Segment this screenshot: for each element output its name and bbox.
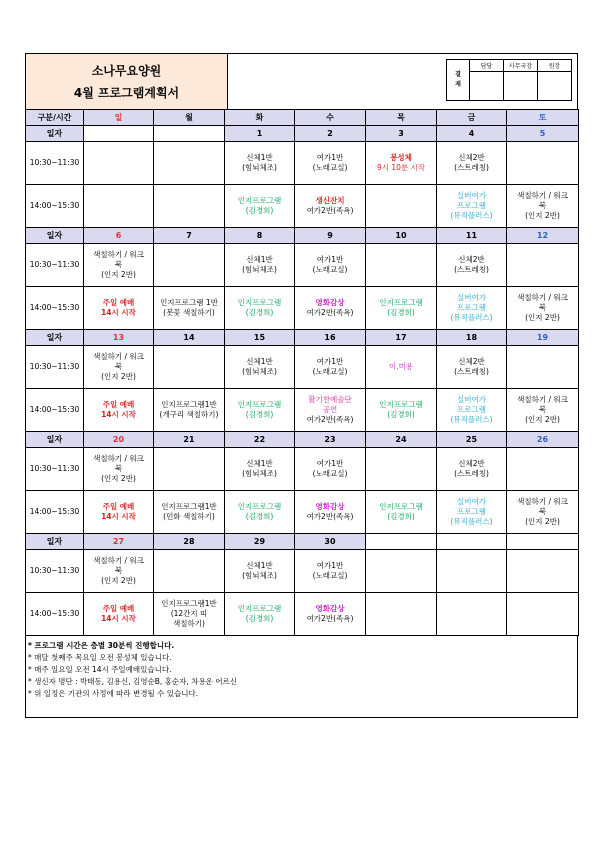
program-line: 인지프로그램 <box>237 298 282 307</box>
program-line: 인지프로그램 <box>379 298 423 307</box>
program-line: 인지프로그램 <box>237 400 282 409</box>
program-line: 신체1반 <box>246 153 273 162</box>
program-cell <box>84 185 154 228</box>
program-cell <box>507 550 579 593</box>
program-cell <box>507 142 579 185</box>
program-line: (개구리 색칠하기) <box>159 410 219 419</box>
program-line: 인지프로그램 <box>237 196 282 205</box>
program-line: (힘뇌체조) <box>242 571 277 580</box>
am-row <box>26 244 579 287</box>
date-cell: 11 <box>437 228 507 244</box>
date-cell: 6 <box>84 228 154 244</box>
program-cell <box>366 550 437 593</box>
date-cell: 19 <box>507 330 579 346</box>
program-cell <box>225 448 295 491</box>
program-line: (노래교실) <box>312 367 348 376</box>
date-cell: 28 <box>154 534 225 550</box>
program-line: 9시 10분 시작 <box>376 163 426 172</box>
program-line: 신체1반 <box>246 561 273 570</box>
program-line: 영화감상 <box>315 298 345 307</box>
program-cell <box>295 491 366 534</box>
program-line: (인지 2반) <box>525 517 560 526</box>
program-line: 주일 예배 <box>102 604 135 613</box>
program-line: (인지 2반) <box>101 474 136 483</box>
program-line: (김경희) <box>387 512 415 521</box>
program-line: (인지 2반) <box>101 576 136 585</box>
program-cell <box>225 142 295 185</box>
program-cell <box>366 142 437 185</box>
program-line: 신체1반 <box>246 255 273 264</box>
role-staff: 담당 <box>470 60 504 72</box>
note-item: * 생신자 명단 : 박태동, 김용신, 김영순B, 홍순자, 차용운 어르신 <box>28 677 238 686</box>
day-fri: 금 <box>437 110 507 126</box>
program-cell <box>437 550 507 593</box>
date-cell: 5 <box>507 126 579 142</box>
program-line: 북 <box>114 464 123 473</box>
program-cell <box>295 287 366 330</box>
date-row <box>26 432 579 448</box>
program-cell <box>84 550 154 593</box>
program-line: 색칠하기 / 워크 <box>93 556 144 565</box>
date-cell <box>154 126 225 142</box>
program-cell <box>225 491 295 534</box>
program-cell <box>84 142 154 185</box>
program-line: 이.미용 <box>388 362 414 371</box>
program-line: 14시 시작 <box>101 308 136 317</box>
date-cell: 24 <box>366 432 437 448</box>
program-cell <box>437 448 507 491</box>
pm-row <box>26 185 579 228</box>
program-line: 주일 예배 <box>102 502 135 511</box>
program-line: 공연 <box>322 405 338 414</box>
date-cell: 7 <box>154 228 225 244</box>
program-line: 여가2반(족욕) <box>306 415 354 424</box>
am-time-label: 10:30~11:30 <box>26 346 84 389</box>
program-cell <box>295 244 366 287</box>
program-line: 신체1반 <box>246 459 273 468</box>
program-cell <box>366 244 437 287</box>
date-row-label: 일자 <box>26 126 84 142</box>
program-line: (노래교실) <box>312 265 348 274</box>
program-cell <box>84 346 154 389</box>
program-line: 프로그램 <box>457 405 486 414</box>
program-cell <box>295 185 366 228</box>
program-line: 신체2반 <box>458 459 485 468</box>
title-box <box>26 54 228 109</box>
day-mon: 월 <box>154 110 225 126</box>
note-item: * 프로그램 시간은 층별 30분씩 진행합니다. <box>28 641 175 650</box>
program-cell <box>507 185 579 228</box>
program-line: (김경희) <box>245 308 274 317</box>
date-cell: 23 <box>295 432 366 448</box>
program-line: 프로그램 <box>457 201 486 210</box>
program-line: 봉성체 <box>390 153 412 162</box>
date-row-label: 일자 <box>26 432 84 448</box>
program-line: 인지프로그램 1반 <box>160 298 218 307</box>
program-line: 여가2반(족욕) <box>306 308 354 317</box>
pm-time-label: 14:00~15:30 <box>26 287 84 330</box>
header <box>25 53 578 109</box>
program-cell <box>225 244 295 287</box>
date-row <box>26 330 579 346</box>
date-cell: 13 <box>84 330 154 346</box>
program-line: (노래교실) <box>312 571 348 580</box>
date-row <box>26 228 579 244</box>
day-sun: 일 <box>84 110 154 126</box>
program-line: 영화감상 <box>315 502 345 511</box>
pm-row <box>26 491 579 534</box>
date-cell <box>84 126 154 142</box>
date-cell <box>366 534 437 550</box>
program-cell <box>366 491 437 534</box>
program-line: 여가2반(족욕) <box>306 614 354 623</box>
date-cell: 2 <box>295 126 366 142</box>
program-cell <box>154 287 225 330</box>
program-line: 영화감상 <box>315 604 345 613</box>
program-line: (김경희) <box>387 308 415 317</box>
program-cell <box>154 346 225 389</box>
program-line: 북 <box>538 507 547 516</box>
program-line: (김경희) <box>245 614 274 623</box>
program-cell <box>437 389 507 432</box>
role-head: 원장 <box>538 60 572 72</box>
program-cell <box>84 448 154 491</box>
program-cell <box>84 389 154 432</box>
am-time-label: 10:30~11:30 <box>26 550 84 593</box>
program-line: 인지프로그램1반 <box>161 400 217 409</box>
note-item: * 매달 첫째주 목요일 오전 봉성체 있습니다. <box>28 653 172 662</box>
date-cell: 17 <box>366 330 437 346</box>
program-line: (김경희) <box>245 512 274 521</box>
date-cell: 4 <box>437 126 507 142</box>
program-line: 색칠하기 / 워크 <box>517 293 568 302</box>
program-line: 실버여가 <box>457 497 486 506</box>
program-cell <box>225 550 295 593</box>
program-cell <box>295 142 366 185</box>
date-row <box>26 534 579 550</box>
program-line: 북 <box>538 405 547 414</box>
program-line: 여가1반 <box>316 357 344 366</box>
program-cell <box>154 491 225 534</box>
program-line: 프로그램 <box>457 303 486 312</box>
program-line: (뮤직플러스) <box>450 415 493 424</box>
program-cell <box>295 389 366 432</box>
program-line: 주일 예배 <box>102 298 135 307</box>
day-sat: 토 <box>507 110 579 126</box>
program-line: (민화 색칠하기) <box>163 512 215 521</box>
program-cell <box>366 185 437 228</box>
pm-row <box>26 593 579 636</box>
schedule-sheet <box>25 53 578 718</box>
program-line: (노래교실) <box>312 469 348 478</box>
program-cell <box>437 593 507 636</box>
date-cell: 20 <box>84 432 154 448</box>
program-cell <box>507 448 579 491</box>
approval-label: 결 재 <box>447 60 470 101</box>
program-line: 실버여가 <box>457 395 486 404</box>
date-row <box>26 126 579 142</box>
notes <box>25 636 578 718</box>
program-line: 인지프로그램 <box>379 400 423 409</box>
program-line: (스트레칭) <box>454 367 489 376</box>
program-line: 색칠하기 / 워크 <box>93 250 144 259</box>
date-cell: 26 <box>507 432 579 448</box>
date-cell: 15 <box>225 330 295 346</box>
date-cell: 27 <box>84 534 154 550</box>
program-line: 북 <box>114 566 123 575</box>
pm-time-label: 14:00~15:30 <box>26 593 84 636</box>
program-cell <box>295 593 366 636</box>
program-line: (스트레칭) <box>454 469 489 478</box>
program-line: 인지프로그램1반 <box>161 599 217 608</box>
pm-time-label: 14:00~15:30 <box>26 491 84 534</box>
note-item: * 매주 일요일 오전 14시 주일예배있습니다. <box>28 665 172 674</box>
program-cell <box>295 550 366 593</box>
program-line: (인지 2반) <box>525 313 560 322</box>
program-cell <box>154 244 225 287</box>
program-line: (뮤직플러스) <box>450 517 493 526</box>
am-row <box>26 142 579 185</box>
date-row-label: 일자 <box>26 534 84 550</box>
sign-box-head[interactable] <box>538 72 572 101</box>
program-line: (힘뇌체조) <box>242 163 277 172</box>
program-cell <box>154 389 225 432</box>
am-row <box>26 550 579 593</box>
program-line: (스트레칭) <box>454 265 489 274</box>
facility-name: 소나무요양원 <box>91 63 162 78</box>
program-cell <box>437 346 507 389</box>
program-cell <box>366 448 437 491</box>
program-line: 북 <box>114 260 123 269</box>
date-cell: 18 <box>437 330 507 346</box>
corner-label: 구분/시간 <box>26 110 84 126</box>
date-cell: 22 <box>225 432 295 448</box>
program-line: (노래교실) <box>312 163 348 172</box>
program-line: (인지 2반) <box>101 270 136 279</box>
pm-time-label: 14:00~15:30 <box>26 185 84 228</box>
program-line: (김경희) <box>245 206 274 215</box>
program-line: 색칠하기 / 워크 <box>93 454 144 463</box>
program-cell <box>84 491 154 534</box>
sign-box-staff[interactable] <box>470 72 504 101</box>
program-cell <box>507 491 579 534</box>
program-line: (봇꽃 색칠하기) <box>163 308 215 317</box>
date-cell: 14 <box>154 330 225 346</box>
program-line: 신체2반 <box>458 153 485 162</box>
date-cell <box>507 534 579 550</box>
day-thu: 목 <box>366 110 437 126</box>
program-line: 여가1반 <box>316 255 344 264</box>
program-cell <box>84 244 154 287</box>
program-line: 색칠하기 / 워크 <box>517 191 568 200</box>
program-line: (뮤직플러스) <box>450 211 493 220</box>
program-cell <box>225 185 295 228</box>
program-cell <box>154 550 225 593</box>
program-line: 활기찬예술단 <box>308 395 352 404</box>
program-cell <box>295 448 366 491</box>
program-line: 여가1반 <box>316 561 344 570</box>
program-cell <box>437 244 507 287</box>
date-cell: 10 <box>366 228 437 244</box>
date-cell: 16 <box>295 330 366 346</box>
program-line: 색칠하기) <box>173 619 205 628</box>
program-line: 14시 시작 <box>101 614 136 623</box>
am-time-label: 10:30~11:30 <box>26 142 84 185</box>
day-header-row <box>26 110 579 126</box>
program-line: (인지 2반) <box>101 372 136 381</box>
am-row <box>26 346 579 389</box>
date-cell: 25 <box>437 432 507 448</box>
program-line: 북 <box>538 201 547 210</box>
pm-row <box>26 287 579 330</box>
program-line: 색칠하기 / 워크 <box>517 395 568 404</box>
program-line: 생신잔치 <box>315 196 345 205</box>
program-line: (힘뇌체조) <box>242 367 277 376</box>
program-cell <box>507 593 579 636</box>
program-cell <box>225 287 295 330</box>
program-cell <box>437 491 507 534</box>
document-title: 4월 프로그램계획서 <box>73 85 180 100</box>
program-line: 신체2반 <box>458 255 485 264</box>
program-line: 여가1반 <box>316 459 344 468</box>
program-line: 인지프로그램 <box>379 502 423 511</box>
program-line: 실버여가 <box>457 293 486 302</box>
note-item: * 위 일정은 기관의 사정에 따라 변경될 수 있습니다. <box>28 689 199 698</box>
sign-box-director[interactable] <box>504 72 538 101</box>
program-cell <box>366 593 437 636</box>
program-cell <box>507 346 579 389</box>
program-line: 색칠하기 / 워크 <box>517 497 568 506</box>
program-line: (힘뇌체조) <box>242 469 277 478</box>
program-line: (김경희) <box>245 410 274 419</box>
program-line: (뮤직플러스) <box>450 313 493 322</box>
program-line: 14시 시작 <box>101 512 136 521</box>
pm-row <box>26 389 579 432</box>
program-line: (인지 2반) <box>525 211 560 220</box>
program-line: (12간지 띠 <box>170 609 208 618</box>
am-time-label: 10:30~11:30 <box>26 448 84 491</box>
program-line: 북 <box>538 303 547 312</box>
date-cell: 29 <box>225 534 295 550</box>
program-line: 인지프로그램 <box>237 604 282 613</box>
program-line: 여가2반(족욕) <box>306 512 354 521</box>
program-line: 북 <box>114 362 123 371</box>
program-line: (인지 2반) <box>525 415 560 424</box>
program-line: (힘뇌체조) <box>242 265 277 274</box>
program-line: 인지프로그램 <box>237 502 282 511</box>
date-cell <box>437 534 507 550</box>
program-line: 여가1반 <box>316 153 344 162</box>
date-row-label: 일자 <box>26 228 84 244</box>
program-cell <box>154 448 225 491</box>
am-time-label: 10:30~11:30 <box>26 244 84 287</box>
program-cell <box>295 346 366 389</box>
program-cell <box>366 389 437 432</box>
program-cell <box>154 593 225 636</box>
program-cell <box>437 287 507 330</box>
program-line: (스트레칭) <box>454 163 489 172</box>
date-cell: 9 <box>295 228 366 244</box>
program-line: 신체1반 <box>246 357 273 366</box>
program-cell <box>154 185 225 228</box>
schedule-table <box>25 109 579 636</box>
program-cell <box>366 287 437 330</box>
program-line: 14시 시작 <box>101 410 136 419</box>
program-cell <box>225 346 295 389</box>
approval-box <box>446 59 572 101</box>
day-wed: 수 <box>295 110 366 126</box>
program-cell <box>507 244 579 287</box>
program-cell <box>225 389 295 432</box>
program-line: 인지프로그램1반 <box>161 502 217 511</box>
program-line: 색칠하기 / 워크 <box>93 352 144 361</box>
date-cell: 21 <box>154 432 225 448</box>
pm-time-label: 14:00~15:30 <box>26 389 84 432</box>
date-cell: 3 <box>366 126 437 142</box>
program-cell <box>437 142 507 185</box>
program-line: 주일 예배 <box>102 400 135 409</box>
day-tue: 화 <box>225 110 295 126</box>
program-cell <box>154 142 225 185</box>
program-cell <box>507 287 579 330</box>
program-cell <box>84 593 154 636</box>
program-line: (김경희) <box>387 410 415 419</box>
role-director: 사무국장 <box>504 60 538 72</box>
program-line: 프로그램 <box>457 507 486 516</box>
date-cell: 30 <box>295 534 366 550</box>
date-cell: 1 <box>225 126 295 142</box>
program-line: 여가2반(족욕) <box>306 206 354 215</box>
am-row <box>26 448 579 491</box>
program-line: 실버여가 <box>457 191 486 200</box>
program-cell <box>507 389 579 432</box>
program-cell <box>225 593 295 636</box>
program-cell <box>366 346 437 389</box>
program-cell <box>437 185 507 228</box>
date-cell: 12 <box>507 228 579 244</box>
program-cell <box>84 287 154 330</box>
program-line: 신체2반 <box>458 357 485 366</box>
date-cell: 8 <box>225 228 295 244</box>
date-row-label: 일자 <box>26 330 84 346</box>
